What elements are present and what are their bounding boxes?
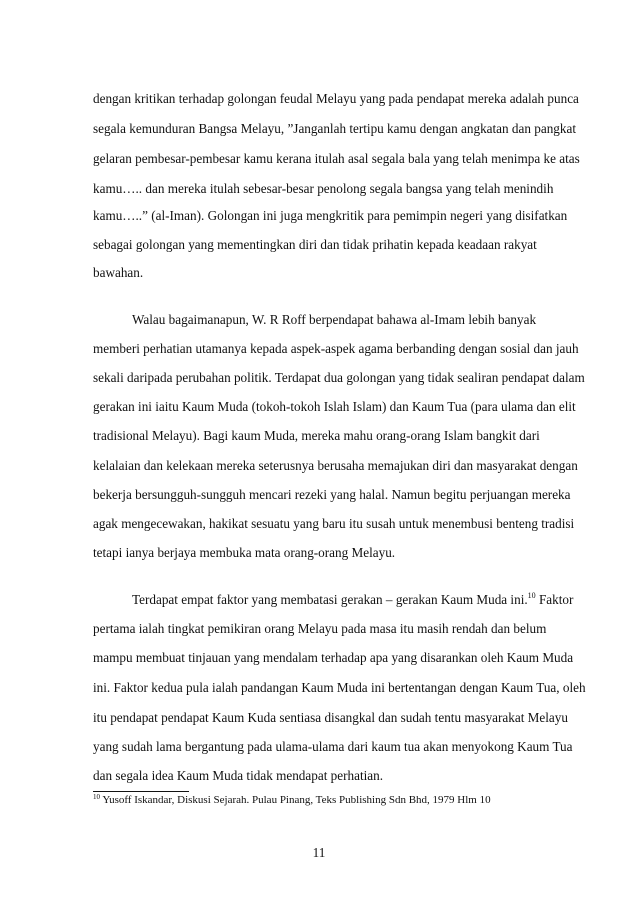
paragraph-1-line-3: gelaran pembesar-pembesar kamu kerana itulah asal segala bala yang telah menimpa ke atas <box>93 151 580 166</box>
paragraph-2-line-7: bekerja bersungguh-sungguh mencari rezeki yang halal. Namun begitu perjuangan mereka <box>93 487 571 502</box>
footnote-number: 10 <box>93 793 100 801</box>
paragraph-1-line-2: segala kemunduran Bangsa Melayu, ”Janganlah tertipu kamu dengan angkatan dan pangkat <box>93 121 577 136</box>
footnote <box>93 793 491 807</box>
paragraph-1-line-1: dengan kritikan terhadap golongan feudal Melayu yang pada pendapat mereka adalah punca <box>93 91 579 106</box>
paragraph-2-line-2: memberi perhatian utamanya kepada aspek-aspek agama berbanding dengan sosial dan jauh <box>93 341 579 356</box>
paragraph-3-line-3: mampu membuat tinjauan yang mendalam terhadap apa yang disarankan oleh Kaum Muda <box>93 650 574 665</box>
paragraph-2-line-3: sekali daripada perubahan politik. Terdapat dua golongan yang tidak sealiran pendapat dalam <box>93 370 585 385</box>
paragraph-2-line-1: Walau bagaimanapun, W. R Roff berpendapat bahawa al-Imam lebih banyak <box>132 312 537 327</box>
paragraph-3-line-7: dan segala idea Kaum Muda tidak mendapat perhatian. <box>93 768 384 783</box>
paragraph-2-line-9: tetapi ianya berjaya membuka mata orang-orang Melayu. <box>93 545 396 560</box>
paragraph-1-line-5: kamu…..” (al-Iman). Golongan ini juga mengkritik para pemimpin negeri yang disifatkan <box>93 208 568 223</box>
paragraph-3-line-6: yang sudah lama bergantung pada ulama-ulama dari kaum tua akan menyokong Kaum Tua <box>93 739 573 754</box>
paragraph-3-line-2: pertama ialah tingkat pemikiran orang Melayu pada masa itu masih rendah dan belum <box>93 621 547 636</box>
footnote-reference: 10 <box>527 591 536 600</box>
paragraph-2-line-4: gerakan ini iaitu Kaum Muda (tokoh-tokoh Islah Islam) dan Kaum Tua (para ulama dan elit <box>93 399 576 414</box>
paragraph-1-line-4: kamu….. dan mereka itulah sebesar-besar penolong segala bangsa yang telah menindih <box>93 181 554 196</box>
paragraph-3-line-1-text: Terdapat empat faktor yang membatasi gerakan – gerakan Kaum Muda ini. <box>132 592 528 607</box>
paragraph-3-line-4: ini. Faktor kedua pula ialah pandangan Kaum Muda ini bertentangan dengan Kaum Tua, oleh <box>93 680 586 695</box>
paragraph-1-line-7: bawahan. <box>93 265 144 280</box>
paragraph-2-line-6: kelalaian dan kelekaan mereka seterusnya berusaha memajukan diri dan masyarakat dengan <box>93 458 578 473</box>
page-number: 11 <box>312 845 326 860</box>
paragraph-1-line-6: sebagai golongan yang mementingkan diri dan tidak prihatin kepada keadaan rakyat <box>93 237 537 252</box>
paragraph-2-line-8: agak mengecewakan, hakikat sesuatu yang baru itu susah untuk menembusi benteng tradisi <box>93 516 575 531</box>
paragraph-3-line-1-tail: Faktor <box>535 592 574 607</box>
footnote-text: Yusoff Iskandar, Diskusi Sejarah. Pulau Pinang, Teks Publishing Sdn Bhd, 1979 Hlm 10 <box>100 794 491 806</box>
footnote-separator <box>93 791 189 792</box>
paragraph-2-line-5: tradisional Melayu). Bagi kaum Muda, mereka mahu orang-orang Islam bangkit dari <box>93 428 540 443</box>
paragraph-3-line-1 <box>132 592 573 608</box>
paragraph-3-line-5: itu pendapat pendapat Kaum Kuda sentiasa disangkal dan sudah tentu masyarakat Melayu <box>93 710 568 725</box>
